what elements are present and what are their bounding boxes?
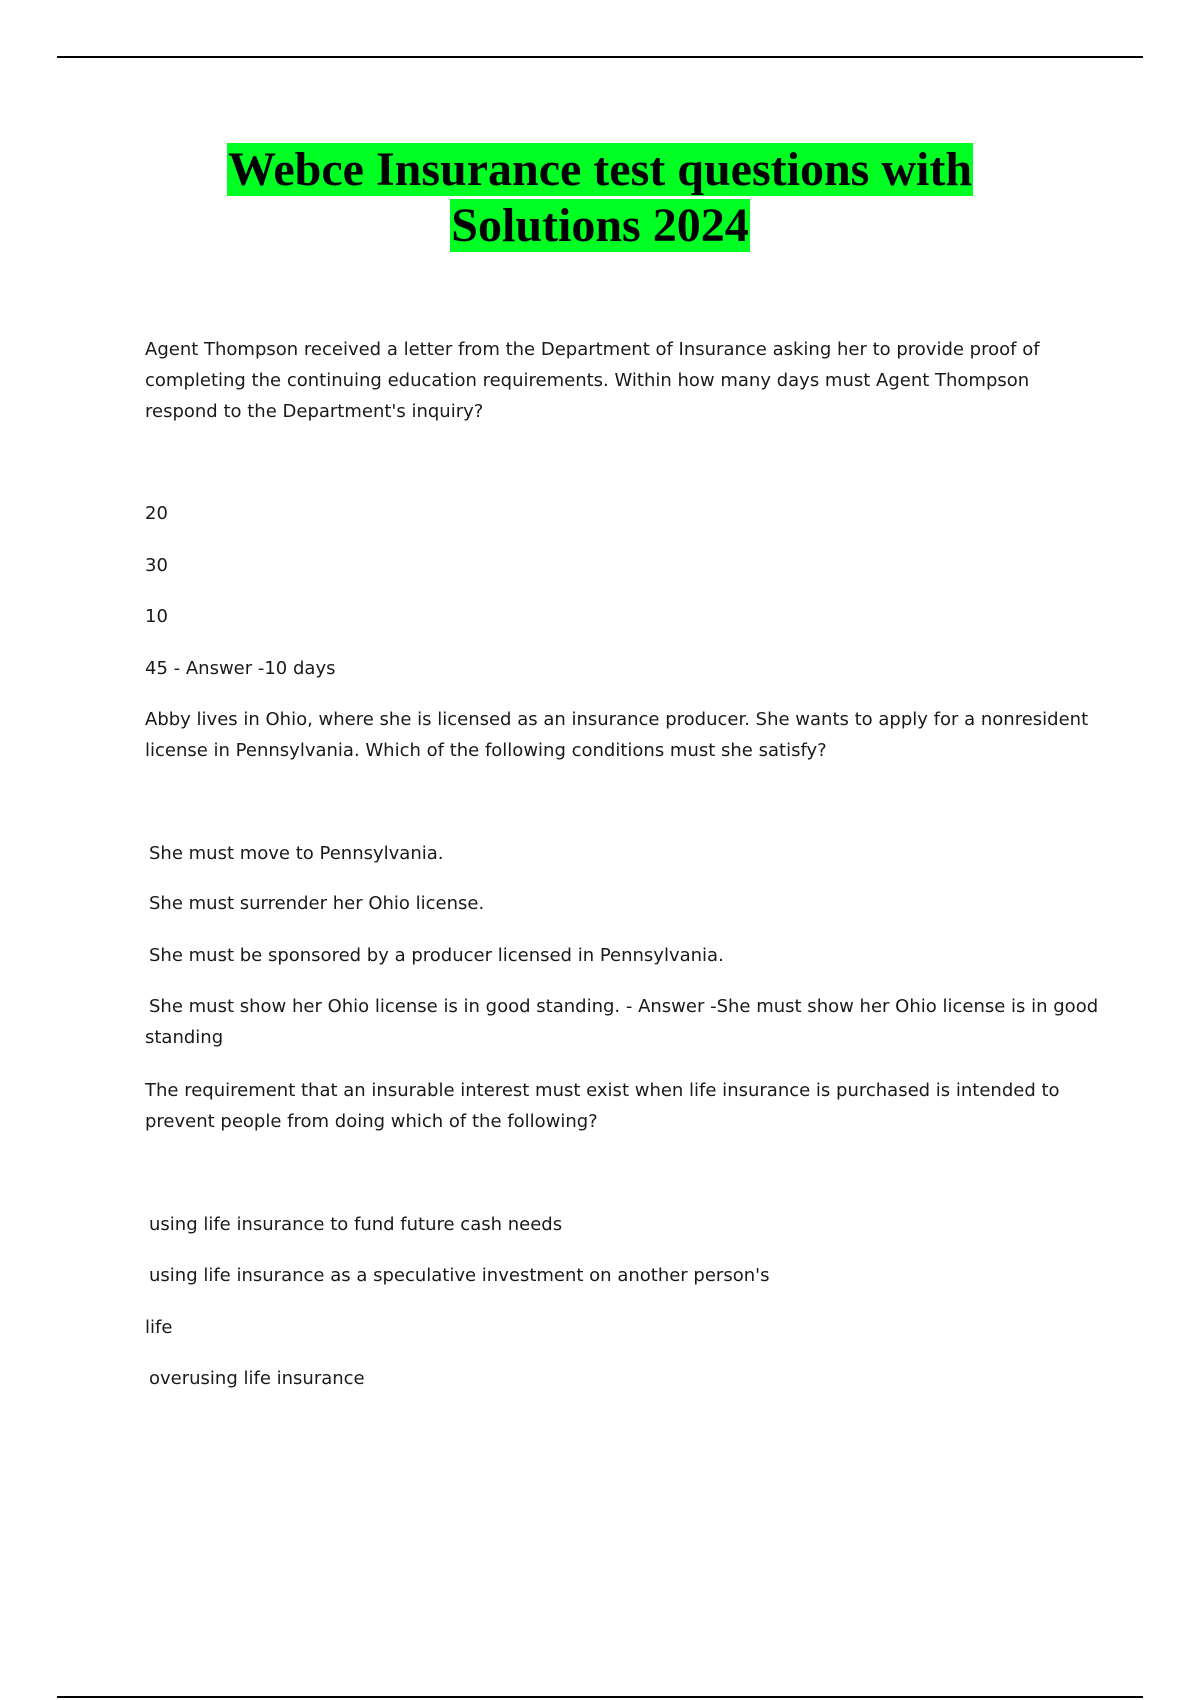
question-1-text: Agent Thompson received a letter from the Department of Insurance asking her to provide proof of completing the continuing education requirements. Within how many days must Agent Thompson respond to the Department's inquiry? xyxy=(145,339,1040,422)
title-line-1: Webce Insurance test questions with xyxy=(227,143,973,196)
document-title xyxy=(0,142,1200,254)
question-3-option-1: using life insurance to fund future cash needs xyxy=(149,1214,563,1235)
question-3-option-3: overusing life insurance xyxy=(149,1368,365,1389)
question-1-option-4-answer: 45 - Answer -10 days xyxy=(145,658,336,679)
question-3-option-2: using life insurance as a speculative investment on another person's xyxy=(149,1265,770,1286)
footer-rule xyxy=(57,1696,1143,1698)
title-line-2: Solutions 2024 xyxy=(451,199,749,252)
question-1-option-1: 20 xyxy=(145,503,168,524)
question-2-option-1: She must move to Pennsylvania. xyxy=(149,843,444,864)
question-3-text: The requirement that an insurable interest must exist when life insurance is purchased is intended to prevent people from doing which of the following? xyxy=(145,1080,1060,1132)
question-3-option-2-continued: life xyxy=(145,1317,173,1338)
question-2-option-4-answer: She must show her Ohio license is in good standing. - Answer -She must show her Ohio license is in good standing xyxy=(145,996,1099,1048)
question-2-option-2: She must surrender her Ohio license. xyxy=(149,893,485,914)
header-rule xyxy=(57,56,1143,58)
question-1-option-3: 10 xyxy=(145,606,168,627)
question-2-text: Abby lives in Ohio, where she is licensed as an insurance producer. She wants to apply for a nonresident license in Pennsylvania. Which of the following conditions must she satisfy? xyxy=(145,709,1089,761)
question-2-option-3: She must be sponsored by a producer licensed in Pennsylvania. xyxy=(149,945,724,966)
question-1-option-2: 30 xyxy=(145,555,168,576)
